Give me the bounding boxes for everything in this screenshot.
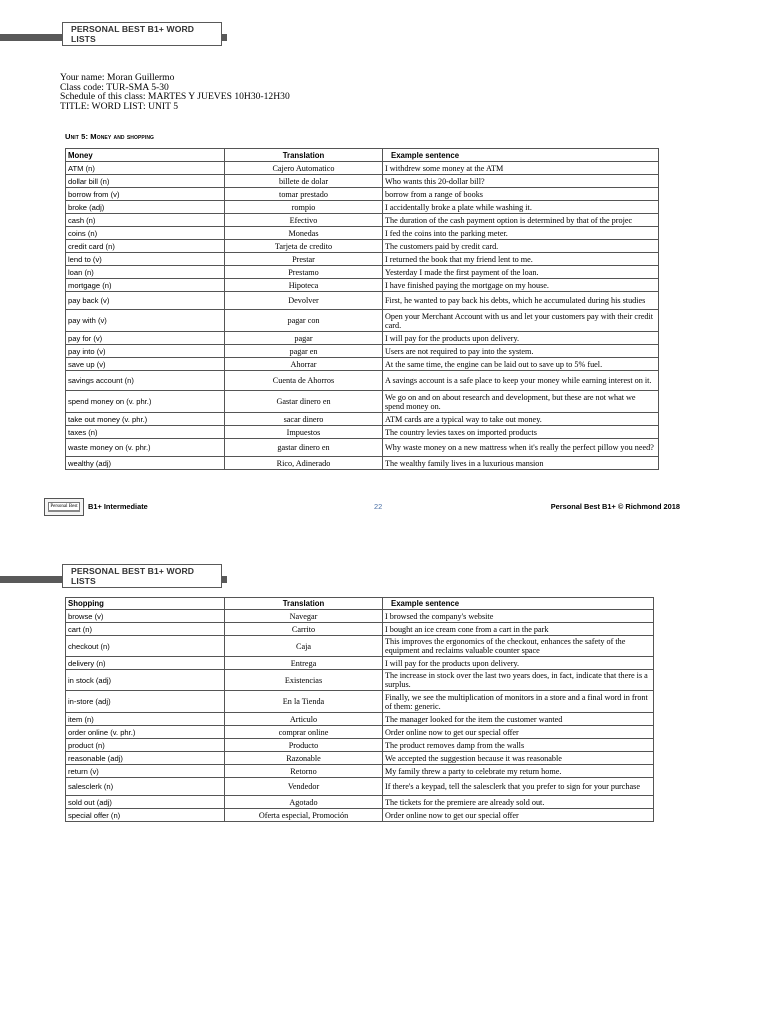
example-cell: ATM cards are a typical way to take out money.: [383, 413, 659, 426]
table-row: [66, 227, 659, 240]
header-bar-left-2: [0, 576, 62, 583]
word-cell: product (n): [66, 739, 225, 752]
translation-cell: Vendedor: [225, 778, 383, 796]
translation-cell: Prestamo: [225, 266, 383, 279]
word-cell: credit card (n): [66, 240, 225, 253]
table-row: [66, 457, 659, 470]
table-row: [66, 391, 659, 413]
translation-cell: rompio: [225, 201, 383, 214]
word-cell: order online (v. phr.): [66, 726, 225, 739]
example-cell: Order online now to get our special offer: [383, 726, 654, 739]
translation-cell: Tarjeta de credito: [225, 240, 383, 253]
example-cell: Users are not required to pay into the system.: [383, 345, 659, 358]
example-cell: The manager looked for the item the customer wanted: [383, 713, 654, 726]
translation-cell: Gastar dinero en: [225, 391, 383, 413]
translation-cell: Existencias: [225, 670, 383, 691]
example-cell: At the same time, the engine can be laid out to save up to 5% fuel.: [383, 358, 659, 371]
translation-cell: Articulo: [225, 713, 383, 726]
example-cell: This improves the ergonomics of the checkout, enhances the safety of the equipment and reclaims valuable counter space: [383, 636, 654, 657]
table-row: [66, 279, 659, 292]
translation-cell: Monedas: [225, 227, 383, 240]
word-cell: cash (n): [66, 214, 225, 227]
unit-heading: Unit 5: Money and shopping: [65, 132, 155, 141]
table-row: [66, 201, 659, 214]
translation-cell: Efectivo: [225, 214, 383, 227]
example-cell: The customers paid by credit card.: [383, 240, 659, 253]
logo-text: Personal Best: [48, 502, 80, 511]
word-cell: pay into (v): [66, 345, 225, 358]
table-row: [66, 778, 654, 796]
translation-cell: pagar con: [225, 310, 383, 332]
example-cell: I bought an ice cream cone from a cart in the park: [383, 623, 654, 636]
shopping-word-table: [65, 597, 654, 822]
table-row: [66, 691, 654, 713]
table-row: [66, 371, 659, 391]
translation-cell: Producto: [225, 739, 383, 752]
money-word-table: [65, 148, 659, 470]
translation-cell: billete de dolar: [225, 175, 383, 188]
example-cell: Open your Merchant Account with us and let your customers pay with their credit card.: [383, 310, 659, 332]
logo-bar: [48, 510, 80, 512]
table-row: [66, 413, 659, 426]
example-cell: The increase in stock over the last two years does, in fact, indicate that there is a surplus.: [383, 670, 654, 691]
translation-cell: Hipoteca: [225, 279, 383, 292]
page-header-title-2: [62, 564, 222, 588]
word-cell: browse (v): [66, 610, 225, 623]
table-row: [66, 739, 654, 752]
example-cell: First, he wanted to pay back his debts, which he accumulated during his studies: [383, 292, 659, 310]
column-header-example: Example sentence: [383, 598, 654, 610]
translation-cell: Agotado: [225, 796, 383, 809]
example-cell: My family threw a party to celebrate my return home.: [383, 765, 654, 778]
translation-cell: Caja: [225, 636, 383, 657]
footer-level: B1+ Intermediate: [88, 502, 148, 511]
page-header-title-text-2: PERSONAL BEST B1+ WORD LISTS: [71, 566, 195, 586]
example-cell: If there's a keypad, tell the salesclerk that you prefer to sign for your purchase: [383, 778, 654, 796]
example-cell: I browsed the company's website: [383, 610, 654, 623]
translation-cell: Oferta especial, Promoción: [225, 809, 383, 822]
example-cell: We accepted the suggestion because it was reasonable: [383, 752, 654, 765]
translation-cell: En la Tienda: [225, 691, 383, 713]
word-cell: pay for (v): [66, 332, 225, 345]
page-header-title: [62, 22, 222, 46]
example-cell: I have finished paying the mortgage on my house.: [383, 279, 659, 292]
column-header-word: Shopping: [66, 598, 225, 610]
table-row: [66, 796, 654, 809]
example-cell: borrow from a range of books: [383, 188, 659, 201]
column-header-word: Money: [66, 149, 225, 162]
word-cell: loan (n): [66, 266, 225, 279]
student-name: Your name: Moran Guillermo: [60, 72, 175, 83]
example-cell: Yesterday I made the first payment of the loan.: [383, 266, 659, 279]
example-cell: I accidentally broke a plate while washing it.: [383, 201, 659, 214]
header-bar-right-2: [222, 576, 227, 583]
example-cell: The duration of the cash payment option is determined by that of the projec: [383, 214, 659, 227]
money-table-header-row: [66, 149, 659, 162]
translation-cell: Prestar: [225, 253, 383, 266]
example-cell: Who wants this 20-dollar bill?: [383, 175, 659, 188]
student-info: [60, 73, 290, 111]
translation-cell: tomar prestado: [225, 188, 383, 201]
word-cell: sold out (adj): [66, 796, 225, 809]
word-cell: coins (n): [66, 227, 225, 240]
translation-cell: gastar dinero en: [225, 439, 383, 457]
word-cell: ATM (n): [66, 162, 225, 175]
translation-cell: Navegar: [225, 610, 383, 623]
table-row: [66, 610, 654, 623]
class-code: Class code: TUR-SMA 5-30: [60, 81, 169, 93]
table-row: [66, 214, 659, 227]
translation-cell: Ahorrar: [225, 358, 383, 371]
translation-cell: Razonable: [225, 752, 383, 765]
table-row: [66, 358, 659, 371]
table-row: [66, 765, 654, 778]
example-cell: Order online now to get our special offer: [383, 809, 654, 822]
word-cell: salesclerk (n): [66, 778, 225, 796]
word-cell: savings account (n): [66, 371, 225, 391]
table-row: [66, 623, 654, 636]
translation-cell: sacar dinero: [225, 413, 383, 426]
table-row: [66, 188, 659, 201]
word-cell: return (v): [66, 765, 225, 778]
word-cell: wealthy (adj): [66, 457, 225, 470]
example-cell: The product removes damp from the walls: [383, 739, 654, 752]
word-cell: cart (n): [66, 623, 225, 636]
word-cell: take out money (v. phr.): [66, 413, 225, 426]
word-cell: pay back (v): [66, 292, 225, 310]
header-bar-left: [0, 34, 62, 41]
example-cell: The tickets for the premiere are already sold out.: [383, 796, 654, 809]
table-row: [66, 162, 659, 175]
translation-cell: Impuestos: [225, 426, 383, 439]
header-bar-right: [222, 34, 227, 41]
table-row: [66, 345, 659, 358]
word-cell: save up (v): [66, 358, 225, 371]
translation-cell: Entrega: [225, 657, 383, 670]
word-cell: spend money on (v. phr.): [66, 391, 225, 413]
shopping-table-header-row: [66, 598, 654, 610]
word-cell: delivery (n): [66, 657, 225, 670]
word-cell: borrow from (v): [66, 188, 225, 201]
word-cell: reasonable (adj): [66, 752, 225, 765]
table-row: [66, 175, 659, 188]
example-cell: A savings account is a safe place to keep your money while earning interest on it.: [383, 371, 659, 391]
table-row: [66, 657, 654, 670]
translation-cell: comprar online: [225, 726, 383, 739]
example-cell: I withdrew some money at the ATM: [383, 162, 659, 175]
page-header-title-text: PERSONAL BEST B1+ WORD LISTS: [71, 24, 195, 44]
translation-cell: Cuenta de Ahorros: [225, 371, 383, 391]
class-schedule: Schedule of this class: MARTES Y JUEVES 10H30-12H30: [60, 91, 290, 103]
table-row: [66, 809, 654, 822]
word-list-title: TITLE: WORD LIST: UNIT 5: [60, 100, 179, 112]
example-cell: The country levies taxes on imported products: [383, 426, 659, 439]
table-row: [66, 292, 659, 310]
translation-cell: Devolver: [225, 292, 383, 310]
word-cell: in-store (adj): [66, 691, 225, 713]
table-row: [66, 240, 659, 253]
word-cell: in stock (adj): [66, 670, 225, 691]
word-cell: lend to (v): [66, 253, 225, 266]
word-cell: waste money on (v. phr.): [66, 439, 225, 457]
table-row: [66, 636, 654, 657]
example-cell: I will pay for the products upon delivery.: [383, 657, 654, 670]
translation-cell: Retorno: [225, 765, 383, 778]
translation-cell: pagar: [225, 332, 383, 345]
table-row: [66, 713, 654, 726]
example-cell: We go on and on about research and development, but these are not what we spend money on.: [383, 391, 659, 413]
column-header-translation: Translation: [225, 598, 383, 610]
example-cell: Why waste money on a new mattress when it's really the perfect pillow you need?: [383, 439, 659, 457]
word-cell: taxes (n): [66, 426, 225, 439]
table-row: [66, 726, 654, 739]
translation-cell: pagar en: [225, 345, 383, 358]
personal-best-logo: [44, 498, 84, 516]
translation-cell: Cajero Automatico: [225, 162, 383, 175]
table-row: [66, 266, 659, 279]
example-cell: The wealthy family lives in a luxurious mansion: [383, 457, 659, 470]
example-cell: I will pay for the products upon delivery.: [383, 332, 659, 345]
column-header-example: Example sentence: [383, 149, 659, 162]
word-cell: item (n): [66, 713, 225, 726]
column-header-translation: Translation: [225, 149, 383, 162]
footer-copyright: Personal Best B1+ © Richmond 2018: [550, 502, 680, 511]
word-cell: dollar bill (n): [66, 175, 225, 188]
example-cell: I returned the book that my friend lent to me.: [383, 253, 659, 266]
word-cell: special offer (n): [66, 809, 225, 822]
table-row: [66, 670, 654, 691]
table-row: [66, 752, 654, 765]
example-cell: Finally, we see the multiplication of monitors in a store and a final word in front of them: generic.: [383, 691, 654, 713]
translation-cell: Rico, Adinerado: [225, 457, 383, 470]
table-row: [66, 253, 659, 266]
table-row: [66, 310, 659, 332]
table-row: [66, 439, 659, 457]
table-row: [66, 426, 659, 439]
page-number: 22: [374, 502, 383, 511]
page-footer: [0, 498, 768, 518]
word-cell: checkout (n): [66, 636, 225, 657]
table-row: [66, 332, 659, 345]
word-cell: broke (adj): [66, 201, 225, 214]
translation-cell: Carrito: [225, 623, 383, 636]
example-cell: I fed the coins into the parking meter.: [383, 227, 659, 240]
word-cell: mortgage (n): [66, 279, 225, 292]
word-cell: pay with (v): [66, 310, 225, 332]
